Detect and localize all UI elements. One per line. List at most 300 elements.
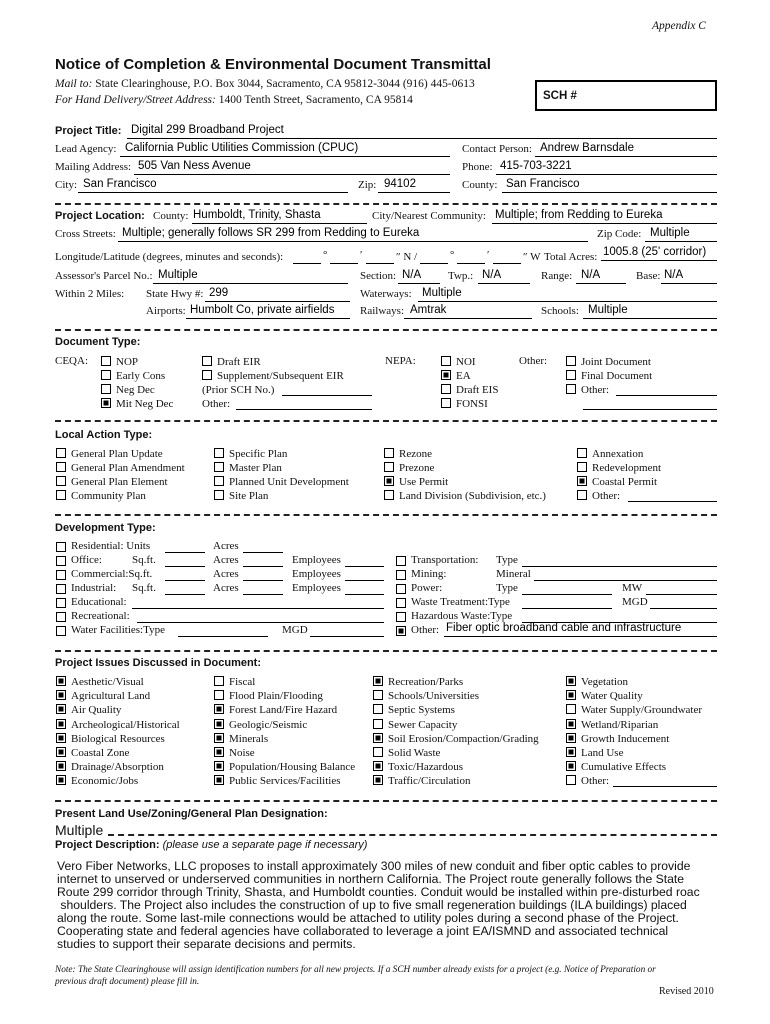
option-biological-resources[interactable] (56, 732, 165, 746)
aesthetic-visual-label: Aesthetic/Visual (71, 676, 144, 688)
option-draft-eis[interactable] (441, 383, 498, 397)
description-line: along the route. Some last-mile connections would be attached to utility poles during a second phase of the Project. (57, 911, 679, 925)
mail-to-address: State Clearinghouse, P.O. Box 3044, Sacramento, CA 95812-3044 (916) 445-0613 (95, 78, 475, 90)
option-public-services-facilities[interactable] (214, 774, 341, 788)
location-county-line (192, 223, 367, 224)
nearest-community-label: City/Nearest Community: (372, 210, 486, 222)
option-redevelopment[interactable] (577, 461, 661, 475)
city-value[interactable]: San Francisco (83, 178, 157, 190)
population-housing-balance-checkbox[interactable] (214, 761, 224, 771)
section-label: Section: (360, 270, 397, 282)
residential-checkbox[interactable] (56, 542, 66, 552)
option-draft-eir[interactable] (202, 355, 261, 369)
railways-label: Railways: (360, 305, 404, 317)
parcel-value[interactable]: Multiple (158, 269, 198, 281)
flood-plain-flooding-label: Flood Plain/Flooding (229, 690, 323, 703)
vegetation-checkbox[interactable] (566, 676, 576, 686)
section-divider (55, 203, 717, 205)
lead-agency-line (120, 156, 450, 157)
office-acres-label: Acres (213, 554, 239, 566)
doc-other-label: Other: (519, 355, 548, 367)
residential-label: Residential: Units (71, 540, 151, 552)
neg-dec-label: Neg Dec (116, 384, 155, 396)
option-fonsi[interactable] (441, 397, 488, 411)
general-plan-update-checkbox[interactable] (56, 448, 66, 458)
rezone-checkbox[interactable] (384, 448, 394, 458)
total-acres-value[interactable]: 1005.8 (25' corridor) (603, 246, 707, 258)
lead-agency-label: Lead Agency: (55, 143, 117, 155)
lat-n-sep: ″ N / (396, 251, 418, 263)
minerals-label: Minerals (229, 732, 269, 745)
project-issues-title: Project Issues Discussed in Document: (55, 657, 262, 669)
option-planned-unit-development[interactable] (214, 475, 349, 489)
land-division-subdivision-etc-checkbox[interactable] (384, 490, 394, 500)
soil-erosion-compaction-grading-checkbox[interactable] (373, 733, 383, 743)
office-checkbox[interactable] (56, 556, 66, 566)
option-air-quality[interactable] (56, 703, 121, 717)
mail-to-label: Mail to: (55, 78, 93, 90)
master-plan-checkbox[interactable] (214, 462, 224, 472)
commercial-employees-line[interactable] (345, 580, 384, 581)
hand-delivery-address: 1400 Tenth Street, Sacramento, CA 95814 (218, 94, 413, 106)
agricultural-land-label: Agricultural Land (71, 690, 151, 703)
project-title-line (127, 138, 717, 139)
other-checkbox[interactable] (566, 775, 576, 785)
option-water-supply-groundwater[interactable] (566, 703, 702, 717)
range-label: Range: (541, 270, 573, 282)
footer-note (55, 964, 656, 988)
option-archeological-historical[interactable] (56, 718, 180, 732)
section-value[interactable]: N/A (402, 269, 422, 281)
coastal-permit-checkbox[interactable] (577, 476, 587, 486)
section-divider (55, 514, 717, 516)
drainage-absorption-label: Drainage/Absorption (71, 761, 164, 774)
wetland-riparian-checkbox[interactable] (566, 719, 576, 729)
doc-other-line-2[interactable] (583, 409, 717, 410)
section-divider (55, 420, 717, 422)
revised-label: Revised 2010 (659, 986, 714, 997)
industrial-acres-label: Acres (213, 582, 239, 594)
section-line (398, 283, 440, 284)
noi-checkbox[interactable] (441, 356, 451, 366)
drainage-absorption-checkbox[interactable] (56, 761, 66, 771)
industrial-checkbox[interactable] (56, 584, 66, 594)
land-use-value[interactable]: Multiple (55, 822, 104, 838)
cross-streets-value[interactable]: Multiple; generally follows SR 299 from Redding to Eureka (122, 227, 420, 239)
option-population-housing-balance[interactable] (214, 760, 355, 774)
other-checkbox[interactable] (566, 384, 576, 394)
option-toxic-hazardous[interactable] (373, 760, 463, 774)
nearest-community-line (492, 223, 717, 224)
mining-label: Mining: (411, 568, 447, 580)
other-label: Other: (581, 384, 610, 396)
option-master-plan[interactable] (214, 461, 282, 475)
option-drainage-absorption[interactable] (56, 760, 164, 774)
option-flood-plain-flooding[interactable] (214, 689, 323, 703)
early-cons-checkbox[interactable] (101, 370, 111, 380)
recreational-checkbox[interactable] (56, 612, 66, 622)
option-forest-land-fire-hazard[interactable] (214, 703, 337, 717)
planned-unit-development-checkbox[interactable] (214, 476, 224, 486)
contact-person-value[interactable]: Andrew Barnsdale (540, 142, 634, 154)
mining-checkbox[interactable] (396, 570, 406, 580)
industrial-sqft-line[interactable] (165, 594, 205, 595)
project-description-note: (please use a separate page if necessary) (162, 839, 368, 851)
geologic-seismic-label: Geologic/Seismic (229, 718, 308, 731)
water-supply-groundwater-checkbox[interactable] (566, 704, 576, 714)
geologic-seismic-checkbox[interactable] (214, 719, 224, 729)
rezone-label: Rezone (399, 448, 432, 460)
coastal-zone-label: Coastal Zone (71, 747, 130, 759)
office-acres-line[interactable] (243, 566, 283, 567)
cumulative-effects-checkbox[interactable] (566, 761, 576, 771)
county-value[interactable]: San Francisco (506, 178, 580, 190)
power-type-label: Type (496, 582, 518, 594)
option-growth-inducement[interactable] (566, 732, 669, 746)
local-action-other-line[interactable] (628, 501, 717, 502)
option-soil-erosion-compaction-grading[interactable] (373, 732, 539, 746)
land-use-checkbox[interactable] (566, 747, 576, 757)
option-community-plan[interactable] (56, 489, 146, 503)
option-coastal-zone[interactable] (56, 746, 129, 760)
nop-checkbox[interactable] (101, 356, 111, 366)
general-plan-update-label: General Plan Update (71, 448, 163, 460)
general-plan-amendment-checkbox[interactable] (56, 462, 66, 472)
option-land-division-subdivision-etc[interactable] (384, 489, 546, 503)
option-neg-dec[interactable] (101, 383, 155, 397)
option-vegetation[interactable] (566, 675, 628, 689)
public-services-facilities-checkbox[interactable] (214, 775, 224, 785)
prezone-label: Prezone (399, 462, 435, 474)
waterways-value[interactable]: Multiple (422, 287, 462, 299)
aesthetic-visual-checkbox[interactable] (56, 676, 66, 686)
lead-agency-value[interactable]: California Public Utilities Commission (CPUC) (125, 142, 359, 154)
water-facilities-type-line[interactable] (178, 636, 268, 637)
toxic-hazardous-checkbox[interactable] (373, 761, 383, 771)
option-solid-waste[interactable] (373, 746, 440, 760)
draft-eis-checkbox[interactable] (441, 384, 451, 394)
base-value[interactable]: N/A (664, 269, 684, 281)
option-wetland-riparian[interactable] (566, 718, 658, 732)
ceqa-other-line[interactable] (236, 409, 372, 410)
hazardous-waste-checkbox[interactable] (396, 612, 406, 622)
airports-value[interactable]: Humbolt Co, private airfields (190, 304, 335, 316)
commercial-sqft-line[interactable] (165, 580, 205, 581)
option-other[interactable] (566, 383, 609, 397)
option-final-document[interactable] (566, 369, 652, 383)
section-divider (55, 650, 717, 652)
state-hwy-value[interactable]: 299 (209, 287, 229, 299)
option-agricultural-land[interactable] (56, 689, 150, 703)
forest-land-fire-hazard-checkbox[interactable] (214, 704, 224, 714)
nearest-community-value[interactable]: Multiple; from Redding to Eureka (495, 209, 663, 221)
option-specific-plan[interactable] (214, 447, 287, 461)
draft-eir-checkbox[interactable] (202, 356, 212, 366)
specific-plan-checkbox[interactable] (214, 448, 224, 458)
option-sewer-capacity[interactable] (373, 718, 457, 732)
mineral-label: Mineral (496, 568, 531, 580)
project-title-label: Project Title: (55, 125, 122, 137)
contact-person-label: Contact Person: (462, 143, 532, 155)
long-min-line[interactable] (457, 263, 485, 264)
option-general-plan-amendment[interactable] (56, 461, 185, 475)
water-mgd-line[interactable] (310, 636, 384, 637)
land-use-label: Land Use (581, 747, 624, 759)
ea-checkbox[interactable] (441, 370, 451, 380)
ceqa-other-label: Other: (202, 398, 231, 410)
railways-line (404, 318, 532, 319)
option-mit-neg-dec[interactable] (101, 397, 173, 411)
option-noi[interactable] (441, 355, 476, 369)
power-checkbox[interactable] (396, 584, 406, 594)
transportation-type-line[interactable] (522, 566, 717, 567)
airports-line (186, 318, 350, 319)
twp-value[interactable]: N/A (482, 269, 502, 281)
nepa-label: NEPA: (385, 355, 416, 367)
option-land-use[interactable] (566, 746, 623, 760)
general-plan-element-label: General Plan Element (71, 476, 168, 488)
location-zip-line (645, 241, 717, 242)
base-label: Base: (636, 270, 661, 282)
waste-mgd-label: MGD (622, 596, 648, 608)
forest-land-fire-hazard-label: Forest Land/Fire Hazard (229, 704, 338, 717)
biological-resources-checkbox[interactable] (56, 733, 66, 743)
option-other[interactable] (566, 774, 609, 788)
sewer-capacity-label: Sewer Capacity (388, 718, 458, 731)
option-fiscal[interactable] (214, 675, 255, 689)
prior-sch-line[interactable] (282, 395, 372, 396)
master-plan-label: Master Plan (229, 462, 282, 474)
recreational-line[interactable] (137, 622, 384, 623)
flood-plain-flooding-checkbox[interactable] (214, 690, 224, 700)
mit-neg-dec-checkbox[interactable] (101, 398, 111, 408)
option-prezone[interactable] (384, 461, 434, 475)
option-other[interactable] (577, 489, 620, 503)
minerals-checkbox[interactable] (214, 733, 224, 743)
zip-line (378, 192, 450, 193)
noise-checkbox[interactable] (214, 747, 224, 757)
long-deg-line[interactable] (420, 263, 448, 264)
project-description-label: Project Description: (55, 839, 160, 851)
waste-mgd-line[interactable] (650, 608, 717, 609)
site-plan-checkbox[interactable] (214, 490, 224, 500)
contact-person-line (535, 156, 717, 157)
phone-value[interactable]: 415-703-3221 (500, 160, 572, 172)
air-quality-checkbox[interactable] (56, 704, 66, 714)
water-quality-checkbox[interactable] (566, 690, 576, 700)
hand-delivery-line (55, 94, 413, 106)
option-noise[interactable] (214, 746, 255, 760)
recreation-parks-label: Recreation/Parks (388, 676, 464, 688)
water-facilities-checkbox[interactable] (56, 626, 66, 636)
mailing-address-value[interactable]: 505 Van Ness Avenue (138, 160, 251, 172)
option-nop[interactable] (101, 355, 138, 369)
fiscal-checkbox[interactable] (214, 676, 224, 686)
solid-waste-checkbox[interactable] (373, 747, 383, 757)
phone-line (496, 174, 717, 175)
office-sqft-line[interactable] (165, 566, 205, 567)
community-plan-checkbox[interactable] (56, 490, 66, 500)
section-divider (55, 800, 717, 802)
city-line (78, 192, 348, 193)
waste-treatment-type-line[interactable] (522, 608, 612, 609)
footer-note-line-1: Note: The State Clearinghouse will assign identification numbers for all new projects. If a SCH number already exists for a project (e.g. Notice of Preparation or (55, 965, 656, 975)
other-checkbox[interactable] (577, 490, 587, 500)
industrial-employees-line[interactable] (345, 594, 384, 595)
within-2-miles-label: Within 2 Miles: (55, 288, 125, 300)
septic-systems-checkbox[interactable] (373, 704, 383, 714)
document-type-title: Document Type: (55, 336, 141, 348)
hand-delivery-label: For Hand Delivery/Street Address: (55, 94, 216, 106)
location-zip-value[interactable]: Multiple (650, 227, 690, 239)
long-min-symbol: ′ (487, 249, 490, 261)
supplement-subsequent-eir-checkbox[interactable] (202, 370, 212, 380)
option-cumulative-effects[interactable] (566, 760, 666, 774)
growth-inducement-label: Growth Inducement (581, 732, 670, 745)
power-type-line[interactable] (522, 594, 612, 595)
prior-sch-label: (Prior SCH No.) (202, 384, 275, 396)
long-sec-line[interactable] (493, 263, 521, 264)
zip-value[interactable]: 94102 (384, 178, 416, 190)
ceqa-label: CEQA: (55, 355, 88, 367)
location-county-value[interactable]: Humboldt, Trinity, Shasta (193, 209, 321, 221)
fonsi-checkbox[interactable] (441, 398, 451, 408)
option-joint-document[interactable] (566, 355, 651, 369)
educational-line[interactable] (132, 608, 384, 609)
description-line: Vero Fiber Networks, LLC proposes to install approximately 300 miles of new conduit and fiber optic cables to provide (57, 859, 691, 873)
final-document-checkbox[interactable] (566, 370, 576, 380)
draft-eir-label: Draft EIR (217, 356, 261, 368)
option-minerals[interactable] (214, 732, 268, 746)
total-acres-line (601, 260, 717, 261)
option-geologic-seismic[interactable] (214, 718, 307, 732)
base-line (661, 283, 717, 284)
railways-value[interactable]: Amtrak (410, 304, 447, 316)
mw-label: MW (622, 582, 643, 594)
twp-label: Twp.: (448, 270, 474, 282)
project-title-value[interactable]: Digital 299 Broadband Project (131, 124, 284, 136)
option-schools-universities[interactable] (373, 689, 479, 703)
option-water-quality[interactable] (566, 689, 643, 703)
doc-other-line[interactable] (616, 395, 717, 396)
project-description-text[interactable] (57, 860, 700, 951)
option-septic-systems[interactable] (373, 703, 455, 717)
archeological-historical-checkbox[interactable] (56, 719, 66, 729)
option-rezone[interactable] (384, 447, 432, 461)
long-w-sep: ″ W (523, 251, 541, 263)
agricultural-land-checkbox[interactable] (56, 690, 66, 700)
option-coastal-permit[interactable] (577, 475, 657, 489)
other-label: Other: (581, 775, 610, 788)
office-label: Office: (71, 554, 102, 566)
commercial-acres-line[interactable] (243, 580, 283, 581)
sewer-capacity-checkbox[interactable] (373, 719, 383, 729)
dev-other-checkbox[interactable] (396, 626, 406, 636)
dev-other-line (444, 636, 717, 637)
project-location-label: Project Location: (55, 210, 145, 222)
option-use-permit[interactable] (384, 475, 448, 489)
commercial-acres-label: Acres (213, 568, 239, 580)
industrial-sqft-label: Sq.ft. (132, 582, 156, 594)
office-employees-line[interactable] (345, 566, 384, 567)
sch-number-label: SCH # (543, 90, 577, 102)
cross-streets-label: Cross Streets: (55, 228, 116, 240)
transportation-checkbox[interactable] (396, 556, 406, 566)
mineral-line[interactable] (534, 580, 717, 581)
option-economic-jobs[interactable] (56, 774, 138, 788)
noise-label: Noise (229, 747, 255, 759)
range-value[interactable]: N/A (581, 269, 601, 281)
sch-number-box[interactable] (535, 80, 717, 111)
lat-sec-line[interactable] (366, 263, 394, 264)
residential-units-line[interactable] (165, 552, 205, 553)
option-annexation[interactable] (577, 447, 643, 461)
coastal-zone-checkbox[interactable] (56, 747, 66, 757)
use-permit-checkbox[interactable] (384, 476, 394, 486)
mail-to-line (55, 78, 475, 90)
vegetation-label: Vegetation (581, 676, 629, 688)
option-general-plan-element[interactable] (56, 475, 168, 489)
option-supplement-subsequent-eir[interactable] (202, 369, 344, 383)
educational-checkbox[interactable] (56, 598, 66, 608)
county-line (502, 192, 717, 193)
wetland-riparian-label: Wetland/Riparian (581, 718, 659, 731)
location-zip-label: Zip Code: (597, 228, 642, 240)
twp-line (478, 283, 530, 284)
schools-value[interactable]: Multiple (588, 304, 628, 316)
mw-line[interactable] (646, 594, 717, 595)
residential-acres-line[interactable] (243, 552, 283, 553)
issues-other-line[interactable] (613, 786, 717, 787)
option-recreation-parks[interactable] (373, 675, 463, 689)
waste-treatment-checkbox[interactable] (396, 598, 406, 608)
state-hwy-line (205, 301, 350, 302)
description-line: internet to unserved or underserved communities in northern California. The Project route generally follows the State (57, 872, 685, 886)
option-ea[interactable] (441, 369, 471, 383)
commercial-checkbox[interactable] (56, 570, 66, 580)
septic-systems-label: Septic Systems (388, 704, 455, 717)
annexation-checkbox[interactable] (577, 448, 587, 458)
lat-min-line[interactable] (330, 263, 358, 264)
neg-dec-checkbox[interactable] (101, 384, 111, 394)
joint-document-checkbox[interactable] (566, 356, 576, 366)
schools-universities-checkbox[interactable] (373, 690, 383, 700)
parcel-line (153, 283, 348, 284)
option-early-cons[interactable] (101, 369, 165, 383)
redevelopment-checkbox[interactable] (577, 462, 587, 472)
general-plan-element-checkbox[interactable] (56, 476, 66, 486)
economic-jobs-label: Economic/Jobs (71, 775, 139, 788)
prezone-checkbox[interactable] (384, 462, 394, 472)
dev-other-value[interactable]: Fiber optic broadband cable and infrastructure (446, 622, 682, 634)
office-employees-label: Employees (292, 554, 341, 566)
population-housing-balance-label: Population/Housing Balance (229, 761, 356, 774)
growth-inducement-checkbox[interactable] (566, 733, 576, 743)
option-aesthetic-visual[interactable] (56, 675, 144, 689)
industrial-acres-line[interactable] (243, 594, 283, 595)
traffic-circulation-checkbox[interactable] (373, 775, 383, 785)
option-site-plan[interactable] (214, 489, 268, 503)
lat-deg-line[interactable] (293, 263, 321, 264)
recreation-parks-checkbox[interactable] (373, 676, 383, 686)
option-general-plan-update[interactable] (56, 447, 163, 461)
recreational-label: Recreational: (71, 610, 130, 622)
range-line (576, 283, 626, 284)
option-traffic-circulation[interactable] (373, 774, 471, 788)
planned-unit-development-label: Planned Unit Development (229, 476, 349, 488)
economic-jobs-checkbox[interactable] (56, 775, 66, 785)
nop-label: NOP (116, 356, 139, 368)
